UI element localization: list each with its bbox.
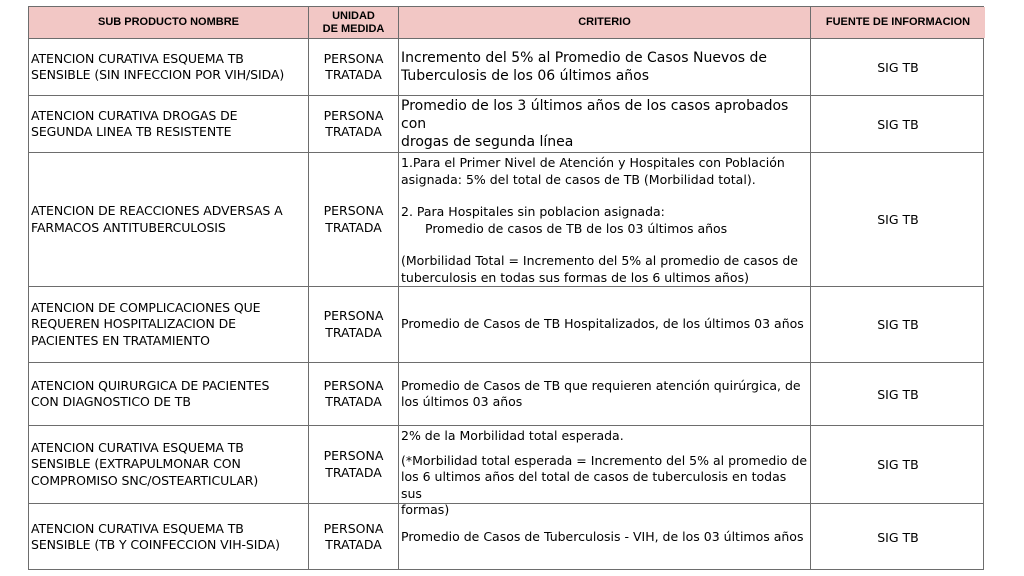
fuente-value: SIG TB bbox=[877, 386, 919, 402]
criterio-line: 2% de la Morbilidad total esperada. bbox=[401, 428, 624, 443]
criterio-line: (Morbilidad Total = Incremento del 5% al promedio de casos de bbox=[401, 253, 798, 268]
table-row bbox=[29, 39, 983, 96]
unidad-line: PERSONA bbox=[323, 308, 384, 323]
table-row bbox=[29, 504, 983, 570]
sub-producto-cell bbox=[29, 363, 309, 425]
criterio-cell bbox=[399, 96, 811, 152]
sub-producto-cell bbox=[29, 426, 309, 503]
header-criterio bbox=[399, 7, 811, 38]
criterio-spacer bbox=[401, 188, 798, 204]
sub-producto-cell bbox=[29, 96, 309, 152]
criterio-line: drogas de segunda línea bbox=[401, 134, 574, 150]
header-fuente bbox=[811, 7, 985, 38]
fuente-value: SIG TB bbox=[877, 317, 919, 332]
sub-producto-line: COMPROMISO SNC/OSTEARTICULAR) bbox=[31, 472, 259, 488]
criterio-line: 2. Para Hospitales sin poblacion asignada: bbox=[401, 204, 665, 219]
table-header-row bbox=[29, 7, 983, 39]
unidad-cell bbox=[309, 287, 399, 362]
criterio-line: Promedio de Casos de TB Hospitalizados, de los últimos 03 años bbox=[401, 316, 804, 332]
fuente-value: SIG TB bbox=[877, 59, 919, 75]
header-criterio-label: CRITERIO bbox=[578, 16, 631, 28]
sub-producto-line: SENSIBLE (EXTRAPULMONAR CON bbox=[31, 456, 241, 472]
table-row bbox=[29, 287, 983, 363]
table-row bbox=[29, 363, 983, 426]
fuente-cell bbox=[811, 504, 985, 570]
sub-producto-cell bbox=[29, 39, 309, 95]
unidad-cell bbox=[309, 363, 399, 425]
criterio-line: formas) bbox=[401, 502, 450, 517]
criterio-cell bbox=[399, 426, 811, 517]
sub-producto-line: SENSIBLE (TB Y COINFECCION VIH-SIDA) bbox=[31, 537, 280, 552]
criterio-cell bbox=[399, 287, 811, 362]
fuente-cell bbox=[811, 426, 985, 503]
unidad-cell bbox=[309, 504, 399, 570]
fuente-cell bbox=[811, 39, 985, 95]
fuente-cell bbox=[811, 153, 985, 286]
criterio-line: 1.Para el Primer Nivel de Atención y Hospitales con Población bbox=[401, 155, 785, 170]
unidad-cell bbox=[309, 39, 399, 95]
criterio-spacer bbox=[401, 445, 810, 453]
sub-producto-line: PACIENTES EN TRATAMIENTO bbox=[31, 332, 210, 348]
unidad-cell bbox=[309, 426, 399, 503]
criterio-line: Promedio de casos de TB de los 03 últimos años bbox=[425, 220, 728, 236]
fuente-value: SIG TB bbox=[877, 529, 919, 545]
unidad-line: PERSONA bbox=[323, 50, 384, 66]
unidad-line: PERSONA bbox=[323, 107, 384, 123]
sub-producto-line: ATENCION CURATIVA ESQUEMA TB bbox=[31, 520, 244, 536]
criterio-line: tuberculosis en todas sus formas de los 6 ultimos años) bbox=[401, 269, 749, 285]
criterio-line: los últimos 03 años bbox=[401, 394, 523, 409]
sub-producto-line: ATENCION CURATIVA ESQUEMA TB bbox=[31, 50, 244, 66]
sub-producto-line: ATENCION CURATIVA DROGAS DE bbox=[31, 107, 238, 123]
sub-producto-line: ATENCION DE REACCIONES ADVERSAS A bbox=[31, 203, 283, 218]
fuente-value: SIG TB bbox=[877, 212, 919, 227]
unidad-line: TRATADA bbox=[325, 464, 382, 480]
unidad-line: TRATADA bbox=[325, 219, 382, 235]
criterio-spacer bbox=[401, 237, 798, 253]
fuente-value: SIG TB bbox=[877, 116, 919, 132]
sub-producto-line: FARMACOS ANTITUBERCULOSIS bbox=[31, 219, 226, 235]
unidad-line: TRATADA bbox=[325, 324, 382, 340]
table-row bbox=[29, 96, 983, 153]
sub-producto-line: REQUEREN HOSPITALIZACION DE bbox=[31, 316, 236, 332]
header-sub-producto-label: SUB PRODUCTO NOMBRE bbox=[98, 16, 239, 28]
criterio-line: Incremento del 5% al Promedio de Casos Nuevos de bbox=[401, 50, 768, 66]
criterio-line: Tuberculosis de los 06 últimos años bbox=[401, 68, 650, 84]
sub-producto-line: ATENCION DE COMPLICACIONES QUE bbox=[31, 299, 261, 315]
fuente-cell bbox=[811, 287, 985, 362]
header-unidad-line2: DE MEDIDA bbox=[322, 22, 385, 35]
sub-producto-cell bbox=[29, 153, 309, 286]
fuente-cell bbox=[811, 96, 985, 152]
unidad-cell bbox=[309, 153, 399, 286]
criterio-cell bbox=[399, 363, 811, 425]
sub-producto-line: SENSIBLE (SIN INFECCION POR VIH/SIDA) bbox=[31, 67, 285, 82]
fuente-cell bbox=[811, 363, 985, 425]
sub-producto-line: CON DIAGNOSTICO DE TB bbox=[31, 394, 191, 409]
fuente-value: SIG TB bbox=[877, 457, 919, 472]
criterio-line: los 6 ultimos años del total de casos de tuberculosis en todas sus bbox=[401, 469, 787, 501]
unidad-line: PERSONA bbox=[323, 203, 384, 218]
sub-producto-line: SEGUNDA LINEA TB RESISTENTE bbox=[31, 124, 232, 139]
criterio-line: Promedio de Casos de TB que requieren atención quirúrgica, de bbox=[401, 377, 801, 393]
criterio-cell bbox=[399, 504, 811, 570]
sub-producto-cell bbox=[29, 504, 309, 570]
sub-producto-line: ATENCION CURATIVA ESQUEMA TB bbox=[31, 439, 244, 455]
header-fuente-label: FUENTE DE INFORMACION bbox=[825, 16, 971, 28]
sub-producto-cell bbox=[29, 287, 309, 362]
criterio-cell bbox=[399, 39, 811, 95]
header-sub-producto bbox=[29, 7, 309, 38]
unidad-line: PERSONA bbox=[323, 448, 384, 463]
table-row bbox=[29, 153, 983, 287]
unidad-line: TRATADA bbox=[325, 124, 382, 139]
criterio-line: Promedio de Casos de Tuberculosis - VIH, de los 03 últimos años bbox=[401, 528, 804, 544]
unidad-cell bbox=[309, 96, 399, 152]
unidad-line: TRATADA bbox=[325, 537, 382, 552]
criterio-line: (*Morbilidad total esperada = Incremento del 5% al promedio de bbox=[401, 452, 808, 468]
criterio-line: asignada: 5% del total de casos de TB (Morbilidad total). bbox=[401, 171, 756, 187]
tb-subproducts-table bbox=[28, 6, 984, 570]
unidad-line: TRATADA bbox=[325, 67, 382, 82]
criterio-line: Promedio de los 3 últimos años de los casos aprobados con bbox=[401, 98, 789, 132]
header-unidad bbox=[309, 7, 399, 38]
header-unidad-line1: UNIDAD bbox=[332, 9, 375, 22]
unidad-line: PERSONA bbox=[323, 377, 384, 393]
criterio-cell bbox=[399, 153, 811, 286]
sub-producto-line: ATENCION QUIRURGICA DE PACIENTES bbox=[31, 377, 270, 393]
unidad-line: PERSONA bbox=[323, 520, 384, 536]
table-row bbox=[29, 426, 983, 517]
unidad-line: TRATADA bbox=[325, 394, 382, 409]
